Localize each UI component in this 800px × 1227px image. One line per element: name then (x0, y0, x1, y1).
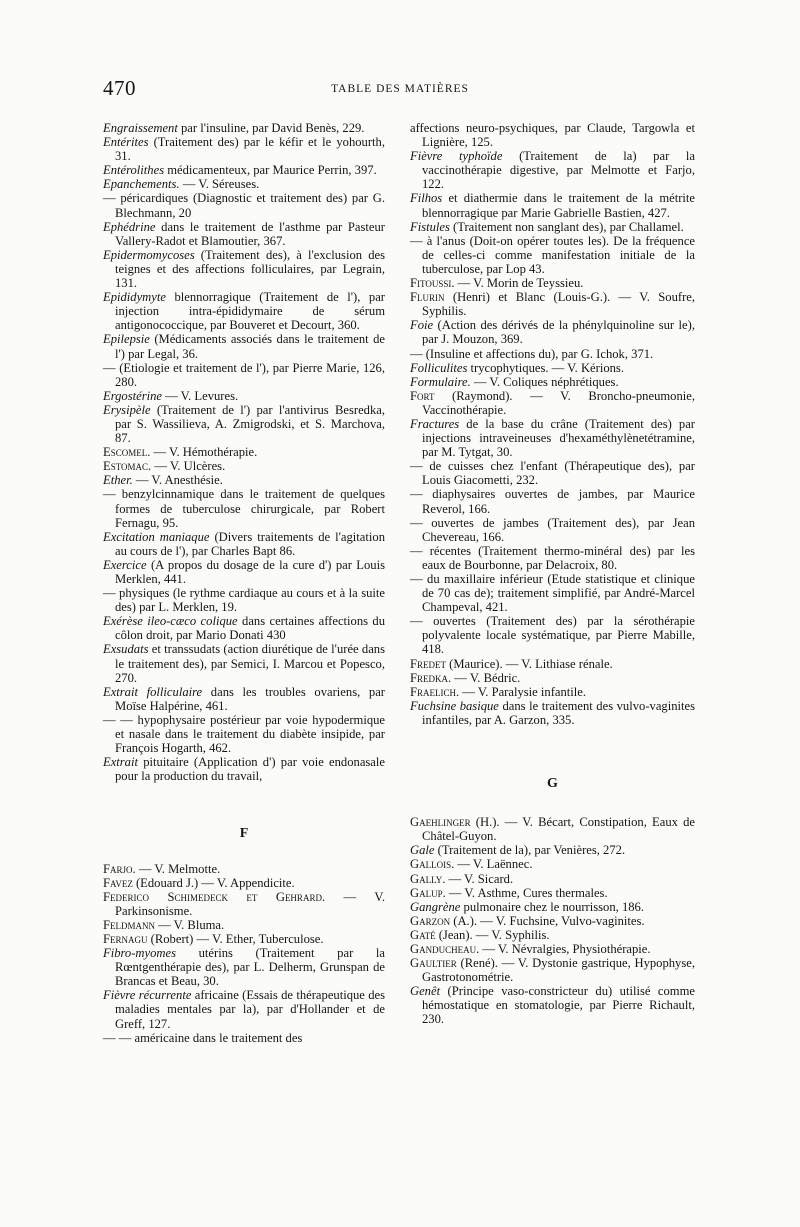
entry-heading: Fort (410, 388, 435, 403)
entry-text: — ouvertes (Traitement des) par la sérothérapie polyvalente locale systématique, par Pierre Mabille, 418. (410, 614, 695, 657)
entry-heading: Epilepsie (103, 332, 150, 347)
entry-heading: Engraissement (103, 121, 178, 135)
section-letter: F (239, 826, 249, 842)
entry-heading: Flurin (410, 290, 445, 305)
index-entry (103, 713, 385, 755)
entry-heading: Estomac. (103, 459, 152, 474)
left-column (103, 121, 385, 1045)
entry-text: — physiques (le rythme cardiaque au cours et à la suite des) par L. Merklen, 19. (103, 586, 385, 615)
entry-text: (Action des dérivés de la phénylquinoline sur le), par J. Mouzon, 369. (422, 318, 695, 347)
index-entry (103, 932, 385, 946)
index-entry (410, 375, 695, 389)
index-entry (410, 984, 695, 1026)
index-entry (410, 699, 695, 727)
entry-text: dans certaines affections du côlon droit, par Mario Donati 430 (115, 614, 385, 643)
entry-text: — V. Névralgies, Physiothérapie. (479, 941, 651, 956)
entry-heading: Fuchsine basique (410, 698, 499, 713)
entry-heading: Fraelich. (410, 684, 460, 699)
index-entry (103, 403, 385, 445)
page-number: 470 (103, 76, 136, 100)
index-entry (103, 445, 385, 459)
entry-text: (Principe vaso-constricteur du) utilisé comme hémostatique en stomatologie, par Pierre Richault, 230. (422, 984, 695, 1027)
entry-text: (René). — V. Dystonie gastrique, Hypophyse, Gastrotonométrie. (422, 956, 695, 985)
index-entry (410, 361, 695, 375)
entry-heading: Fièvre typhoïde (410, 149, 503, 164)
running-title: TABLE DES MATIÈRES (331, 83, 469, 95)
entry-heading: Gaehlinger (410, 815, 471, 830)
entry-text: — V. Levures. (162, 388, 239, 403)
index-entry (103, 642, 385, 684)
entry-heading: Epidermomycoses (103, 247, 195, 262)
index-entry (103, 876, 385, 890)
entry-text: et transsudats (action diurétique de l'urée dans le traitement des), par Semici, I. Marcou et Popesco, 270. (115, 642, 385, 685)
entry-text: — V. Bluma. (155, 917, 225, 932)
entry-text: pituitaire (Application d') par voie endonasale pour la production du travail, (115, 755, 385, 784)
entry-heading: Ergostérine (103, 388, 162, 403)
index-entry (410, 544, 695, 572)
index-entry (103, 918, 385, 932)
entry-text: — V. Sicard. (445, 871, 514, 886)
entry-text: — du maxillaire inférieur (Etude statistique et clinique de 70 cas de); traitement simplifié, par André-Marcel Champeval, 421. (410, 572, 695, 615)
entry-heading: Fredka. (410, 670, 452, 685)
entry-text: — — américaine dans le traitement des (103, 1030, 303, 1045)
index-entry (410, 657, 695, 671)
entry-text: africaine (Essais de thérapeutique des maladies mentales par la), par d'Hollander et de Greff, 127. (115, 988, 386, 1031)
entry-heading: Extrait (103, 755, 138, 770)
entry-heading: Garzon (410, 913, 451, 928)
entry-text: utérins (Traitement par la Rœntgenthérapie des), par L. Delherm, Grunspan de Brancas et Beau, 30. (115, 946, 385, 989)
index-entry (103, 1031, 385, 1045)
entry-text: — V. Anesthésie. (132, 473, 223, 488)
entry-heading: Ganduchеau. (410, 941, 480, 956)
entry-text: — V. Coliques néphrétiques. (470, 374, 619, 389)
index-entry (410, 815, 695, 843)
entry-text: (Traitement non sanglant des), par Challamel. (449, 219, 684, 234)
index-entry (103, 755, 385, 783)
section-letter: G (547, 776, 558, 792)
entry-heading: Gaultier (410, 956, 457, 971)
entry-heading: Fibro-myomes (103, 946, 176, 961)
entry-heading: Gangrène (410, 899, 461, 914)
index-entry (410, 290, 695, 318)
entry-text: (A.). — V. Fuchsine, Vulvo-vaginites. (450, 913, 645, 928)
entry-text: affections neuro-psychiques, par Claude, Targowla et Lignière, 125. (410, 121, 695, 150)
entry-heading: Galup. (410, 885, 446, 900)
index-entry (103, 177, 385, 191)
entry-text: blennorragique (Traitement de l'), par injection intra-épididymaire de sérum antigonococcique, par Bouveret et Decourt, 360. (115, 290, 385, 333)
entry-heading: Ether. (103, 473, 133, 488)
entry-heading: Federico Schimedeck et Gehrard. (103, 889, 326, 904)
entry-text: (Raymond). — V. Broncho-pneumonie, Vaccinothérapie. (422, 388, 695, 417)
entry-heading: Favez (103, 875, 133, 890)
index-entry (410, 347, 695, 361)
entry-heading: Genêt (410, 984, 441, 999)
entry-text: (Maurice). — V. Lithiase rénale. (446, 656, 613, 671)
index-entry (410, 956, 695, 984)
entry-text: — V. Bédric. (451, 670, 521, 685)
index-entry (410, 671, 695, 685)
entry-heading: Extrait folliculaire (103, 684, 203, 699)
entry-text: — V. Hémothérapie. (150, 445, 258, 460)
index-entry (103, 135, 385, 163)
index-entry (410, 121, 695, 149)
entry-text: (Jean). — V. Syphilis. (435, 927, 550, 942)
entry-heading: Escomel. (103, 445, 151, 460)
entry-heading: Fitoussi. (410, 276, 455, 291)
index-entry (410, 389, 695, 417)
index-entry (103, 473, 385, 487)
entry-text: (Traitement de l') par l'antivirus Besredka, par S. Wassilieva, A. Zmigrodski, et S. Marchova, 87. (115, 402, 385, 446)
index-entry (103, 890, 385, 918)
index-entry (103, 487, 385, 529)
index-entry (103, 558, 385, 586)
entry-text: — V. Parkinsonisme. (115, 889, 385, 918)
index-entry (410, 872, 695, 886)
entry-text: (Divers traitements de l'agitation au cours de l'), par Charles Bapt 86. (115, 529, 385, 558)
index-entry (410, 942, 695, 956)
entry-text: — péricardiques (Diagnostic et traitement des) par G. Blechmann, 20 (103, 191, 385, 220)
index-entry (103, 946, 385, 988)
index-entry (103, 121, 385, 135)
entry-text: (H.). — V. Bécart, Constipation, Eaux de Châtel-Guyon. (422, 815, 695, 844)
index-entry (410, 516, 695, 544)
entry-text: — (Etiologie et traitement de l'), par Pierre Marie, 126, 280. (103, 360, 385, 389)
entry-heading: Formulaire. (410, 374, 471, 389)
entry-text: (Edouard J.) — V. Appendicite. (132, 875, 295, 890)
entry-text: (Traitement des), à l'exclusion des teignes et des affections folliculaires, par Legrain, 131. (115, 247, 385, 291)
index-entry (103, 459, 385, 473)
entry-text: — V. Ulcères. (151, 459, 226, 474)
entry-heading: Fractures (410, 416, 460, 431)
entry-heading: Feldmann (103, 917, 155, 932)
entry-text: — V. Laënnec. (454, 857, 533, 872)
entry-text: — benzylcinnamique dans le traitement de quelques formes de tuberculose chirurgicale, par Robert Fernagu, 95. (103, 487, 385, 530)
entry-heading: Exérèse ileo-cæco colique (103, 614, 238, 629)
entry-heading: Exsudats (103, 642, 149, 657)
index-entry (103, 248, 385, 290)
entry-heading: Epididymyte (103, 290, 166, 305)
entry-text: dans le traitement de l'asthme par Pasteur Vallery-Radot et Blamoutier, 367. (115, 219, 385, 248)
entry-text: (Médicaments associés dans le traitement de l') par Legal, 36. (115, 332, 385, 361)
entry-text: (Traitement de la) par la vaccinothérapie digestive, par Melmotte et Farjo, 122. (422, 149, 695, 192)
entry-heading: Fernagu (103, 931, 148, 946)
index-entry (410, 220, 695, 234)
entry-heading: Filhos (410, 191, 443, 206)
index-entry (410, 900, 695, 914)
index-entry (410, 487, 695, 515)
entry-text: par l'insuline, par David Benès, 229. (177, 121, 365, 135)
index-entry (103, 389, 385, 403)
entry-text: — V. Asthme, Cures thermales. (445, 885, 608, 900)
index-entry (410, 572, 695, 614)
index-entry (103, 191, 385, 219)
entry-text: — V. Melmotte. (135, 861, 221, 876)
entry-text: dans les troubles ovariens, par Moïse Halpérine, 461. (115, 684, 385, 713)
entry-text: (Henri) et Blanc (Louis-G.). — V. Soufre, Syphilis. (422, 290, 695, 319)
entry-text: — — hypophysaire postérieur par voie hypodermique et nasale dans le traitement du diabète insipide, par François Hogarth, 462. (103, 712, 385, 756)
index-entry (103, 988, 385, 1030)
entry-heading: Entérolithes (103, 163, 165, 178)
index-entry (410, 318, 695, 346)
entry-text: médicamenteux, par Maurice Perrin, 397. (164, 163, 377, 178)
entry-heading: Gaté (410, 927, 436, 942)
entry-heading: Fièvre récurrente (103, 988, 192, 1003)
entry-text: — (Insuline et affections du), par G. Ichok, 371. (410, 346, 654, 361)
index-entry (410, 928, 695, 942)
entry-text: trycophytiques. — V. Kérions. (467, 360, 624, 375)
entry-heading: Gally. (410, 871, 446, 886)
entry-text: de la base du crâne (Traitement des) par injections intraveineuses d'hexaméthylènetétramine, par M. Tytgat, 30. (422, 416, 695, 460)
index-entry (103, 220, 385, 248)
index-entry (103, 614, 385, 642)
entry-text: — V. Séreuses. (179, 177, 260, 192)
entry-heading: Erysipèle (103, 402, 151, 417)
entry-text: — V. Paralysie infantile. (459, 684, 587, 699)
entry-heading: Gale (410, 843, 435, 858)
entry-text: (Traitement de la), par Venières, 272. (434, 843, 626, 858)
entry-text: et diathermie dans le traitement de la métrite blennorragique par Marie Gabrielle Bastien, 427. (422, 191, 695, 220)
entry-text: — ouvertes de jambes (Traitement des), par Jean Chevereau, 166. (410, 515, 695, 544)
entry-text: — à l'anus (Doit-on opérer toutes les). De la fréquence de celles-ci comme manifestation initiale de la tuberculose, par Lop 43. (410, 233, 695, 276)
entry-heading: Folliculites (410, 360, 468, 375)
entry-heading: Entérites (103, 135, 149, 150)
index-entry (410, 886, 695, 900)
entry-text: — diaphysaires ouvertes de jambes, par Maurice Reverol, 166. (410, 487, 695, 516)
entry-text: dans le traitement des vulvo-vaginites infantiles, par A. Garzon, 335. (422, 698, 695, 727)
index-entry (410, 276, 695, 290)
entry-text: (A propos du dosage de la cure d') par Louis Merklen, 441. (115, 557, 385, 586)
index-entry (410, 685, 695, 699)
entry-heading: Fredet (410, 656, 446, 671)
entry-text: — V. Morin de Teyssieu. (454, 276, 584, 291)
index-entry (410, 857, 695, 871)
index-entry (103, 530, 385, 558)
entry-heading: Epanchements. (103, 177, 180, 192)
entry-text: pulmonaire chez le nourrisson, 186. (460, 899, 644, 914)
index-entry (103, 361, 385, 389)
entry-heading: Gallois. (410, 857, 455, 872)
index-entry (103, 290, 385, 332)
index-entry (410, 234, 695, 276)
index-entry (410, 914, 695, 928)
entry-heading: Fistules (410, 219, 450, 234)
index-entry (410, 191, 695, 219)
index-entry (410, 149, 695, 191)
index-entry (410, 614, 695, 656)
entry-heading: Ephédrine (103, 219, 156, 234)
entry-text: — de cuisses chez l'enfant (Thérapeutique des), par Louis Giacometti, 232. (410, 459, 695, 488)
entry-text: (Traitement des) par le kéfir et le yohourth, 31. (115, 135, 385, 164)
entry-heading: Foie (410, 318, 434, 333)
index-entry (410, 843, 695, 857)
entry-heading: Farjo. (103, 861, 136, 876)
entry-heading: Exercice (103, 557, 147, 572)
index-entry (103, 586, 385, 614)
right-column (410, 121, 695, 1027)
index-entry (103, 685, 385, 713)
entry-text: (Robert) — V. Ether, Tuberculose. (147, 931, 324, 946)
index-entry (103, 163, 385, 177)
index-entry (410, 459, 695, 487)
index-entry (103, 332, 385, 360)
index-entry (410, 417, 695, 459)
entry-text: — récentes (Traitement thermo-minéral des) par les eaux de Bourbonne, par Delacroix, 80. (410, 543, 695, 572)
entry-heading: Excitation maniaque (103, 529, 210, 544)
index-entry (103, 862, 385, 876)
